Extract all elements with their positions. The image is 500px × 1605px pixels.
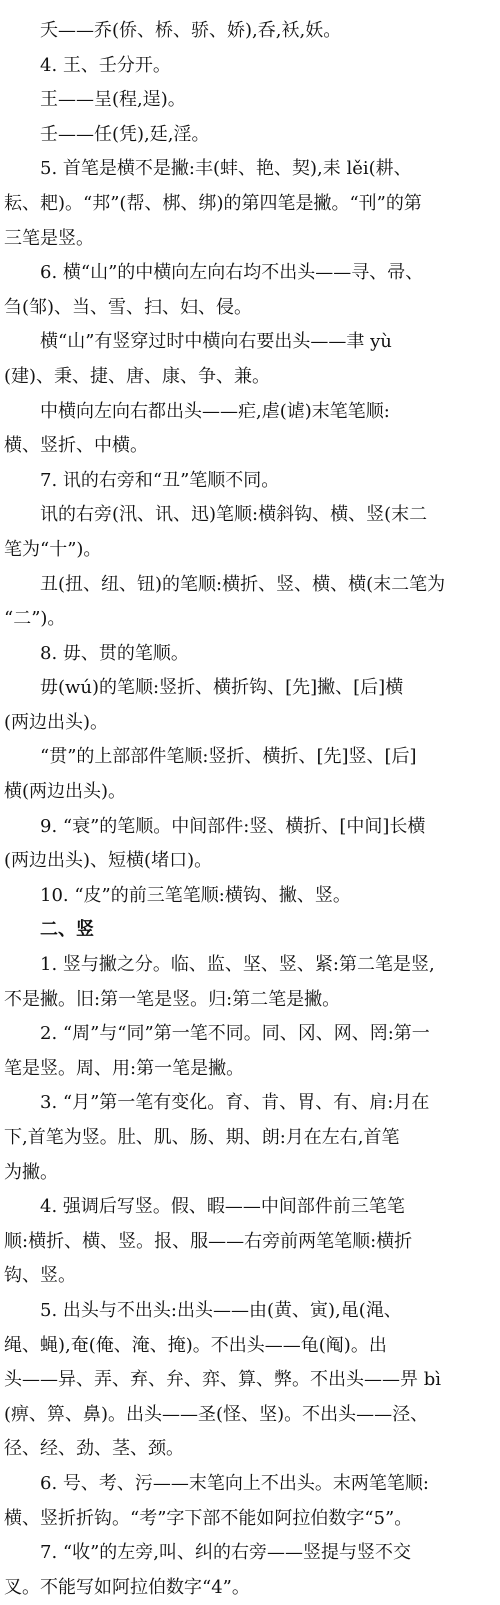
text-line: 3. “月”第一笔有变化。育、肯、胃、有、肩:月在	[40, 1092, 430, 1114]
text-line: “贯”的上部部件笔顺:竖折、横折、[先]竖、[后]	[40, 746, 417, 768]
text-line: “二”)。	[4, 608, 66, 630]
text-line: 7. 讯的右旁和“丑”笔顺不同。	[40, 469, 280, 491]
text-line: 绳、蝇),奄(俺、淹、掩)。不出头——龟(阄)。出	[4, 1334, 387, 1356]
text-line: 三笔是竖。	[4, 227, 94, 249]
text-line: 下,首笔为竖。肚、肌、肠、期、朗:月在左右,首笔	[4, 1127, 400, 1148]
text-line: 10. “皮”的前三笔笔顺:横钩、撇、竖。	[40, 884, 351, 906]
text-line: 刍(邹)、当、雪、扫、妇、侵。	[4, 296, 253, 318]
text-line: 丑(扭、纽、钮)的笔顺:横折、竖、横、横(末二笔为	[40, 573, 446, 595]
section-heading: 二、竖	[40, 919, 94, 941]
text-line: 不是撇。旧:第一笔是竖。归:第二笔是撇。	[4, 988, 341, 1010]
text-line: (建)、秉、捷、唐、康、争、兼。	[4, 365, 271, 387]
text-line: 4. 强调后写竖。假、暇——中间部件前三笔笔	[40, 1196, 405, 1218]
text-line: 4. 王、壬分开。	[40, 54, 171, 76]
text-line: 横(两边出头)。	[4, 781, 127, 803]
text-line: (两边出头)。	[4, 711, 109, 733]
text-line: 横、竖折、中横。	[4, 435, 148, 457]
text-line: 笔是竖。周、用:第一笔是撇。	[4, 1057, 245, 1079]
text-line: (两边出头)、短横(堵口)。	[4, 850, 213, 872]
text-line: 5. 首笔是横不是撇:丰(蚌、艳、契),耒 lěi(耕、	[40, 158, 412, 180]
text-line: 头——异、弄、弃、弁、弈、算、弊。不出头——畀 bì	[4, 1369, 441, 1391]
text-line: 6. 横“山”的中横向左向右均不出头——寻、帚、	[40, 262, 424, 284]
text-line: 1. 竖与撇之分。临、监、坚、竖、紧:第二笔是竖,	[40, 954, 435, 976]
text-line: 9. “衰”的笔顺。中间部件:竖、横折、[中间]长横	[40, 815, 426, 837]
text-line: 笔为“十”)。	[4, 538, 102, 560]
text-line: 耘、耙)。“邦”(帮、梆、绑)的第四笔是撇。“刊”的第	[4, 192, 422, 214]
text-line: 夭——乔(侨、桥、骄、娇),呑,袄,妖。	[40, 20, 342, 41]
text-line: (痹、箅、鼻)。出头——圣(怪、坚)。不出头——泾、	[4, 1403, 429, 1425]
text-line: 王——呈(程,逞)。	[40, 89, 186, 111]
text-line: 横“山”有竖穿过时中横向右要出头——聿 yù	[40, 331, 392, 353]
text-line: 毋(wú)的笔顺:竖折、横折钩、[先]撇、[后]横	[40, 677, 404, 699]
text-line: 5. 出头与不出头:出头——由(黄、寅),黾(渑、	[40, 1299, 402, 1321]
text-line: 7. “收”的左旁,叫、纠的右旁——竖提与竖不交	[40, 1542, 412, 1564]
text-line: 横、竖折折钩。“考”字下部不能如阿拉伯数字“5”。	[4, 1507, 413, 1529]
text-line: 径、经、劲、茎、颈。	[4, 1438, 184, 1460]
text-line: 顺:横折、横、竖。报、服——右旁前两笔笔顺:横折	[4, 1230, 413, 1252]
text-line: 钩、竖。	[4, 1265, 76, 1287]
text-line: 6. 号、考、污——末笔向上不出头。末两笔笔顺:	[40, 1472, 429, 1494]
text-line: 为撇。	[4, 1161, 58, 1183]
text-line: 壬——任(凭),廷,淫。	[40, 123, 210, 145]
text-line: 中横向左向右都出头——疟,虐(谑)末笔笔顺:	[40, 400, 390, 422]
text-line: 8. 毋、贯的笔顺。	[40, 642, 189, 664]
text-line: 叉。不能写如阿拉伯数字“4”。	[4, 1576, 250, 1598]
text-line: 2. “周”与“同”第一笔不同。同、冈、网、罔:第一	[40, 1023, 430, 1045]
text-line: 讯的右旁(汛、讯、迅)笔顺:横斜钩、横、竖(末二	[40, 504, 428, 526]
